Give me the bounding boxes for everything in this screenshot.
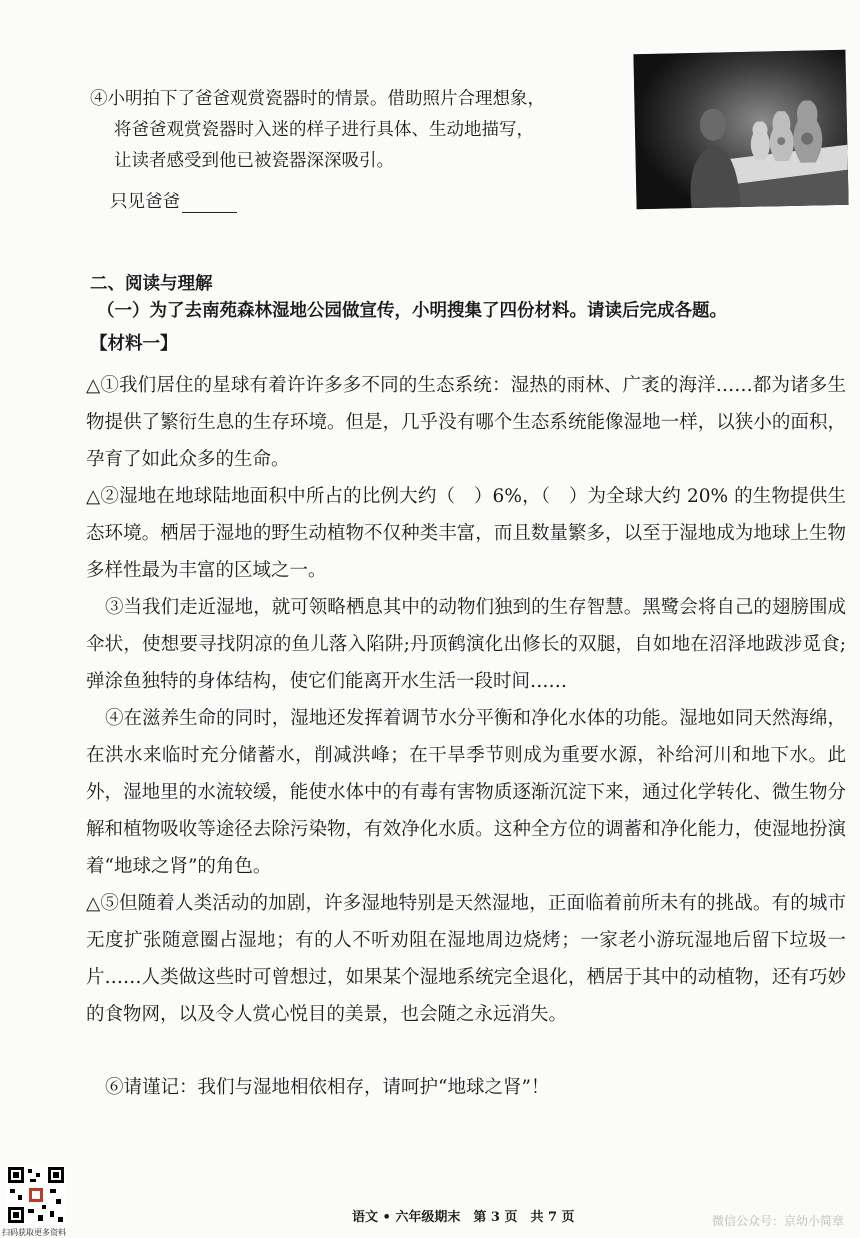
page-footer: 语文 • 六年级期末 第 3 页 共 7 页: [352, 1210, 575, 1225]
answer-prefix: 只见爸爸: [110, 192, 180, 212]
answer-blank[interactable]: [182, 194, 237, 213]
paragraph-4: ④在滋养生命的同时，湿地还发挥着调节水分平衡和净化水体的功能。湿地如同天然海绵，在洪水来临时充分储蓄水，削减洪峰；在干旱季节则成为重要水源，补给河川和地下水。此外，湿地里的水流较缓，能使水体中的有毒有害物质逐渐沉淀下来，通过化学转化、微生物分解和植物吸收等途径去除污染物，有效净化水质。这种全方位的调蓄和净化能力，使湿地扮演着“地球之肾”的角色。: [86, 708, 846, 877]
paragraph-5: △⑤但随着人类活动的加剧，许多湿地特别是天然湿地，正面临着前所未有的挑战。有的城市无度扩张随意圈占湿地；有的人不听劝阻在湿地周边烧烤；一家老小游玩湿地后留下垃圾一片……人类做这些时可曾想过，如果某个湿地系统完全退化，栖居于其中的动植物，还有巧妙的食物网，以及令人赏心悦目的美景，也会随之永远消失。: [86, 893, 846, 1025]
section-title: 二、阅读与理解: [90, 274, 213, 294]
answer-prompt: [110, 188, 237, 213]
watermark: 微信公众号：京幼小简章: [712, 1214, 845, 1228]
porcelain-viewing-photo: [633, 50, 848, 209]
question-4-line-2: 将爸爸观赏瓷器时入迷的样子进行具体、生动地描写，: [114, 120, 534, 140]
question-4-line-3: 让读者感受到他已被瓷器深深吸引。: [114, 151, 394, 171]
material-title: 【材料一】: [90, 334, 178, 354]
paragraph-2: △②湿地在地球陆地面积中所占的比例大约（ ）6%，（ ）为全球大约 20% 的生物提供生态环境。栖居于湿地的野生动植物不仅种类丰富，而且数量繁多，以至于湿地成为地球上生物多样性最为丰富的区域之一。: [86, 486, 846, 581]
subsection-title: （一）为了去南苑森林湿地公园做宣传，小明搜集了四份材料。请读后完成各题。: [97, 301, 727, 321]
paragraph-1: △①我们居住的星球有着许许多多不同的生态系统：湿热的雨林、广袤的海洋……都为诸多生物提供了繁衍生息的生存环境。但是，几乎没有哪个生态系统能像湿地一样，以狭小的面积，孕育了如此众多的生命。: [86, 375, 846, 470]
qr-code-icon: [6, 1165, 66, 1225]
paragraph-3: ③当我们走近湿地，就可领略栖息其中的动物们独到的生存智慧。黑鹭会将自己的翅膀围成伞状，使想要寻找阴凉的鱼儿落入陷阱;丹顶鹤演化出修长的双腿，自如地在沼泽地跋涉觅食;弹涂鱼独特的身体结构，使它们能离开水生活一段时间……: [86, 597, 846, 692]
qr-caption: 扫码获取更多资料: [2, 1228, 66, 1237]
question-4: [90, 84, 620, 177]
paragraph-6: ⑥请谨记：我们与湿地相依相存，请呵护“地球之肾”！: [105, 1077, 550, 1098]
question-4-line-1: ④小明拍下了爸爸观赏瓷器时的情景。借助照片合理想象，: [90, 89, 545, 109]
